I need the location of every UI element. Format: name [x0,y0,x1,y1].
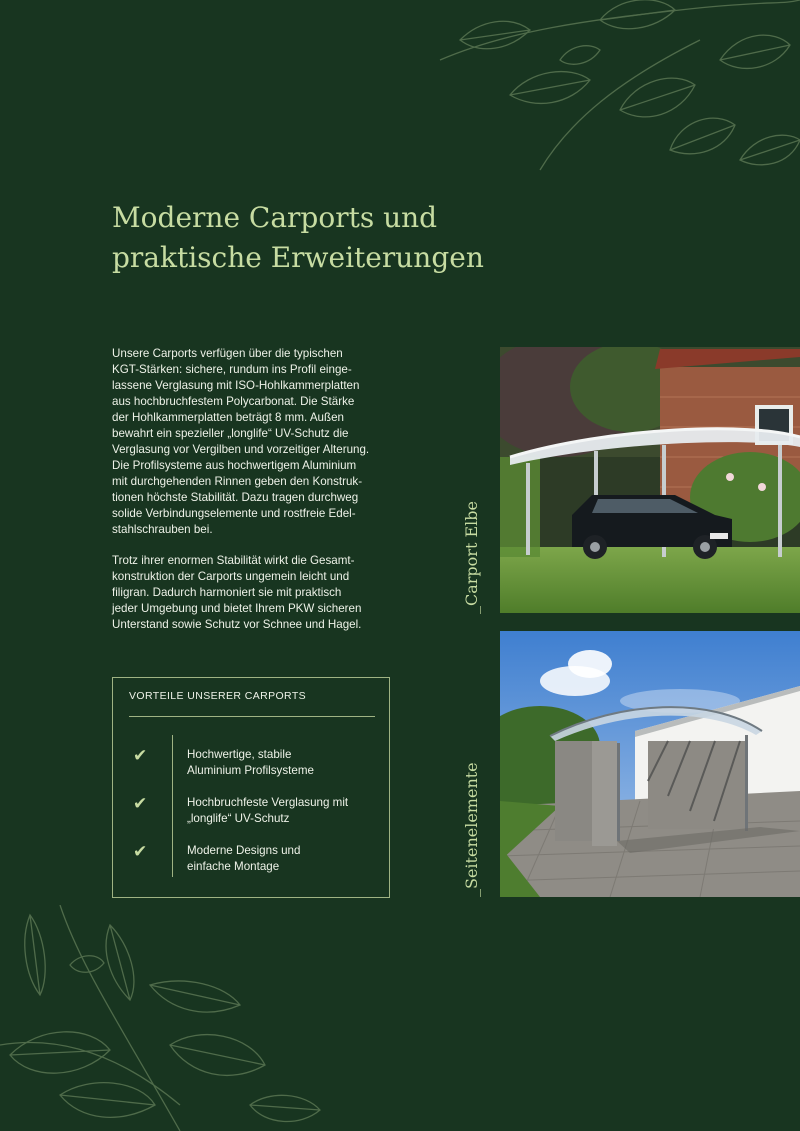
benefit-text [187,843,387,875]
text-line: konstruktion der Carports ungemein leicht und [112,570,350,583]
text-line: tionen höchste Stabilität. Dazu tragen durchweg [112,491,359,504]
benefits-box [112,677,390,898]
check-icon: ✔ [133,794,148,814]
benefit-line: Aluminium Profilsysteme [187,764,314,777]
paragraph-2 [112,553,402,633]
divider [129,716,375,717]
text-line: aus hochbruchfestem Polycarbonat. Die Stärke [112,395,355,408]
benefits-heading: VORTEILE UNSERER CARPORTS [129,690,307,702]
text-line: Unsere Carports verfügen über die typischen [112,347,343,360]
text-line: lassene Verglasung mit ISO-Hohlkammerplatten [112,379,360,392]
text-line: solide Verbindungselemente und rostfreie Edel- [112,507,356,520]
side-elements-photo [500,631,800,897]
text-line: bewahrt ein spezieller „longlife“ UV-Schutz die [112,427,349,440]
check-icon: ✔ [133,842,148,862]
benefit-item [113,795,391,829]
benefit-line: „longlife“ UV-Schutz [187,812,290,825]
page-title [112,198,532,278]
leaf-ornament-top [420,0,800,175]
text-line: filigran. Dadurch harmoniert sie mit praktisch [112,586,342,599]
text-line: Die Profilsysteme aus hochwertigem Aluminium [112,459,357,472]
benefit-item [113,747,391,781]
text-line: der Hohlkammerplatten beträgt 8 mm. Außen [112,411,344,424]
title-line-2: praktische Erweiterungen [112,241,484,274]
benefit-line: einfache Montage [187,860,280,873]
text-line: jeder Umgebung und bietet Ihrem PKW sicheren [112,602,362,615]
carport-elbe-photo [500,347,800,613]
benefit-text [187,747,387,779]
benefit-line: Moderne Designs und [187,844,301,857]
check-icon: ✔ [133,746,148,766]
text-line: Unterstand sowie Schutz vor Schnee und Hagel. [112,618,362,631]
benefit-item [113,843,391,877]
paragraph-1 [112,346,402,538]
title-line-1: Moderne Carports und [112,201,438,234]
benefit-line: Hochbruchfeste Verglasung mit [187,796,349,809]
text-line: mit durchgehenden Rinnen geben den Konstruk- [112,475,363,488]
photo-caption: _Carport Elbe [462,501,481,614]
text-line: stahlschrauben bei. [112,523,213,536]
benefit-text [187,795,387,827]
text-line: Verglasung vor Vergilben und vorzeitiger Alterung. [112,443,370,456]
leaf-ornament-bottom [0,905,340,1131]
benefit-line: Hochwertige, stabile [187,748,292,761]
body-text [112,346,402,633]
text-line: Trotz ihrer enormen Stabilität wirkt die Gesamt- [112,554,355,567]
text-line: KGT-Stärken: sichere, rundum ins Profil einge- [112,363,352,376]
photo-caption: _Seitenelemente [462,762,481,897]
